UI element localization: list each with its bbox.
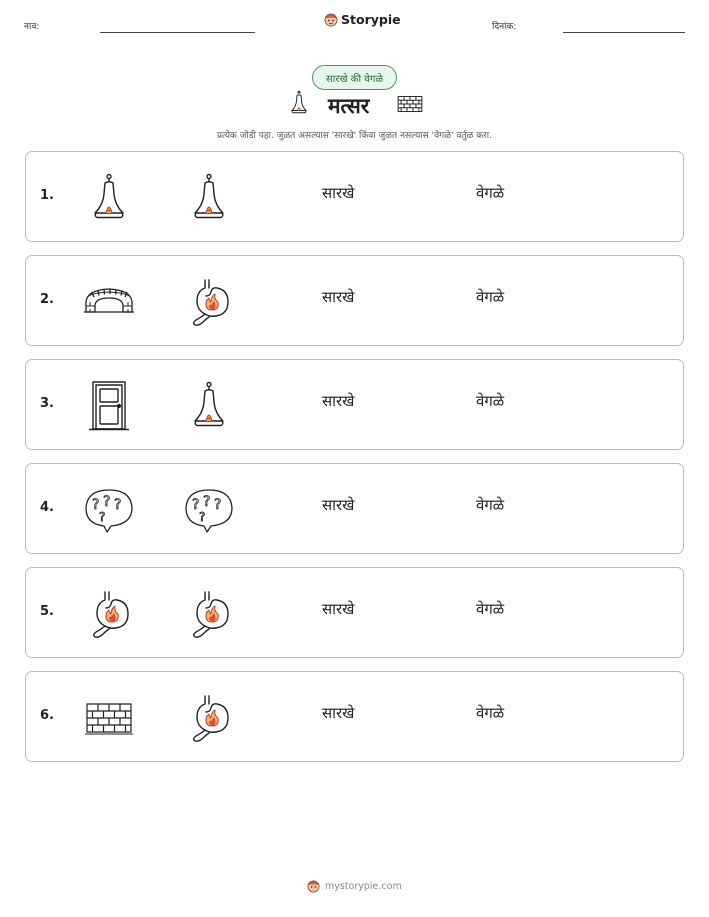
- svg-text:?: ?: [203, 494, 211, 510]
- title-row: [0, 92, 709, 120]
- question-row: [25, 255, 684, 346]
- door-icon: [83, 380, 135, 432]
- same-option[interactable]: सारखे: [322, 496, 355, 514]
- same-option[interactable]: सारखे: [322, 288, 355, 306]
- stomach-fire-icon: [83, 588, 135, 640]
- different-option[interactable]: वेगळे: [476, 704, 505, 722]
- stomach-fire-icon: [183, 276, 235, 328]
- activity-badge: सारखे की वेगळे: [312, 65, 397, 90]
- svg-text:?: ?: [114, 497, 122, 513]
- same-option[interactable]: सारखे: [322, 704, 355, 722]
- worksheet-header: [0, 0, 709, 50]
- stone-bridge-icon: [83, 276, 135, 328]
- storypie-logo: [324, 12, 401, 27]
- question-number: 6.: [40, 708, 54, 723]
- question-number: 2.: [40, 292, 54, 307]
- same-option[interactable]: सारखे: [322, 184, 355, 202]
- bell-icon: [83, 172, 135, 224]
- different-option[interactable]: वेगळे: [476, 184, 505, 202]
- different-option[interactable]: वेगळे: [476, 600, 505, 618]
- question-bubble-icon: [83, 484, 135, 536]
- storypie-mascot-icon: [307, 880, 320, 893]
- instructions: प्रत्येक जोडी पहा. जुळत असल्यास 'सारखे' किंवा जुळत नसल्यास 'वेगळे' वर्तुळ करा.: [216, 131, 492, 141]
- bell-icon: [183, 172, 235, 224]
- question-row: [25, 671, 684, 762]
- name-line[interactable]: [100, 32, 255, 33]
- brand-name: Storypie: [341, 12, 401, 27]
- brick-wall-icon: [83, 692, 135, 744]
- question-number: 3.: [40, 396, 54, 411]
- name-label: नाव:: [24, 22, 40, 32]
- svg-text:?: ?: [92, 497, 100, 513]
- footer: [307, 880, 402, 893]
- footer-site: mystorypie.com: [325, 881, 402, 892]
- stomach-fire-icon: [183, 692, 235, 744]
- different-option[interactable]: वेगळे: [476, 288, 505, 306]
- question-number: 5.: [40, 604, 54, 619]
- brick-wall-icon: [396, 90, 424, 118]
- svg-text:?: ?: [214, 497, 222, 513]
- date-label: दिनांक:: [492, 22, 517, 32]
- question-row: [25, 463, 684, 554]
- date-line[interactable]: [563, 32, 685, 33]
- svg-text:?: ?: [192, 497, 200, 513]
- bell-icon: [286, 90, 312, 116]
- different-option[interactable]: वेगळे: [476, 496, 505, 514]
- svg-text:?: ?: [99, 510, 106, 524]
- svg-text:?: ?: [103, 494, 111, 510]
- bell-icon: [183, 380, 235, 432]
- question-number: 4.: [40, 500, 54, 515]
- same-option[interactable]: सारखे: [322, 600, 355, 618]
- storypie-mascot-icon: [324, 13, 338, 27]
- question-bubble-icon: [183, 484, 235, 536]
- question-row: [25, 151, 684, 242]
- stomach-fire-icon: [183, 588, 235, 640]
- worksheet-title: मत्सर: [328, 94, 370, 118]
- question-number: 1.: [40, 188, 54, 203]
- question-row: [25, 567, 684, 658]
- question-row: [25, 359, 684, 450]
- svg-text:?: ?: [199, 510, 206, 524]
- different-option[interactable]: वेगळे: [476, 392, 505, 410]
- same-option[interactable]: सारखे: [322, 392, 355, 410]
